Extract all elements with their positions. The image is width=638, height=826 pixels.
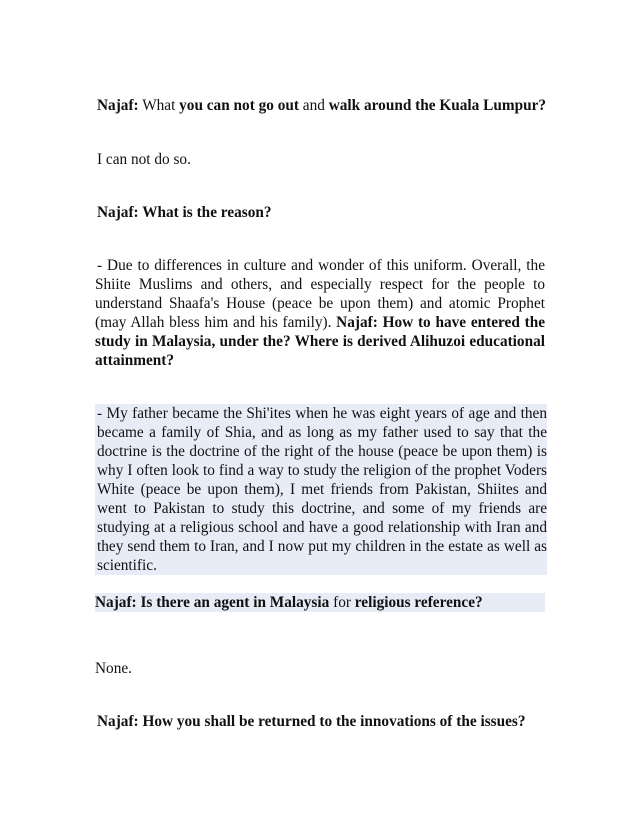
speaker-label: Najaf:	[336, 314, 378, 331]
answer-text: - Due to differences in culture and wonder of this uniform. Overall, the Shiite Muslims and others, and especially respect for the people to understand Shaafa's House (peace be upon them) and atomic Prophet (may Allah bless him and his family).	[95, 257, 545, 331]
speaker-label: Najaf:	[97, 97, 139, 114]
question-text: you can not go out	[179, 97, 299, 114]
question-5	[95, 712, 547, 731]
question-2	[95, 203, 547, 222]
answer-2	[95, 256, 545, 370]
question-text: What	[138, 97, 180, 114]
question-text: Is there an agent in Malaysia	[136, 594, 330, 611]
answer-3	[95, 404, 547, 575]
question-text: for	[329, 594, 355, 611]
answer-1	[95, 150, 547, 169]
speaker-label: Najaf:	[97, 713, 139, 730]
speaker-label: Najaf:	[97, 204, 139, 221]
question-1	[95, 96, 547, 115]
question-4	[95, 593, 545, 612]
answer-text: I can not do so.	[97, 151, 191, 168]
answer-text: - My father became the Shi'ites when he was eight years of age and then became a family of Shia, and as long as my father used to say that the doctrine is the doctrine of the right of the house (peace be upon them) is why I often look to find a way to study the religion of the prophet Voders White (peace be upon them), I met friends from Pakistan, Shiites and went to Pakistan to study this doctrine, and some of my friends are studying at a religious school and have a good relationship with Iran and they send them to Iran, and I now put my children in the estate as well as scientific.	[97, 405, 547, 574]
question-text: How to have entered the study in Malaysia, under the? Where is derived Alihuzoi educational attainment?	[95, 314, 545, 369]
answer-4	[95, 659, 545, 678]
question-text: and	[298, 97, 329, 114]
answer-text: None.	[95, 660, 132, 677]
speaker-label: Najaf:	[95, 594, 137, 611]
question-text: walk around the Kuala Lumpur?	[328, 97, 547, 114]
question-text: religious reference?	[354, 594, 483, 611]
question-text: How you shall be returned to the innovations of the issues?	[138, 713, 526, 730]
question-text: What is the reason?	[138, 204, 272, 221]
